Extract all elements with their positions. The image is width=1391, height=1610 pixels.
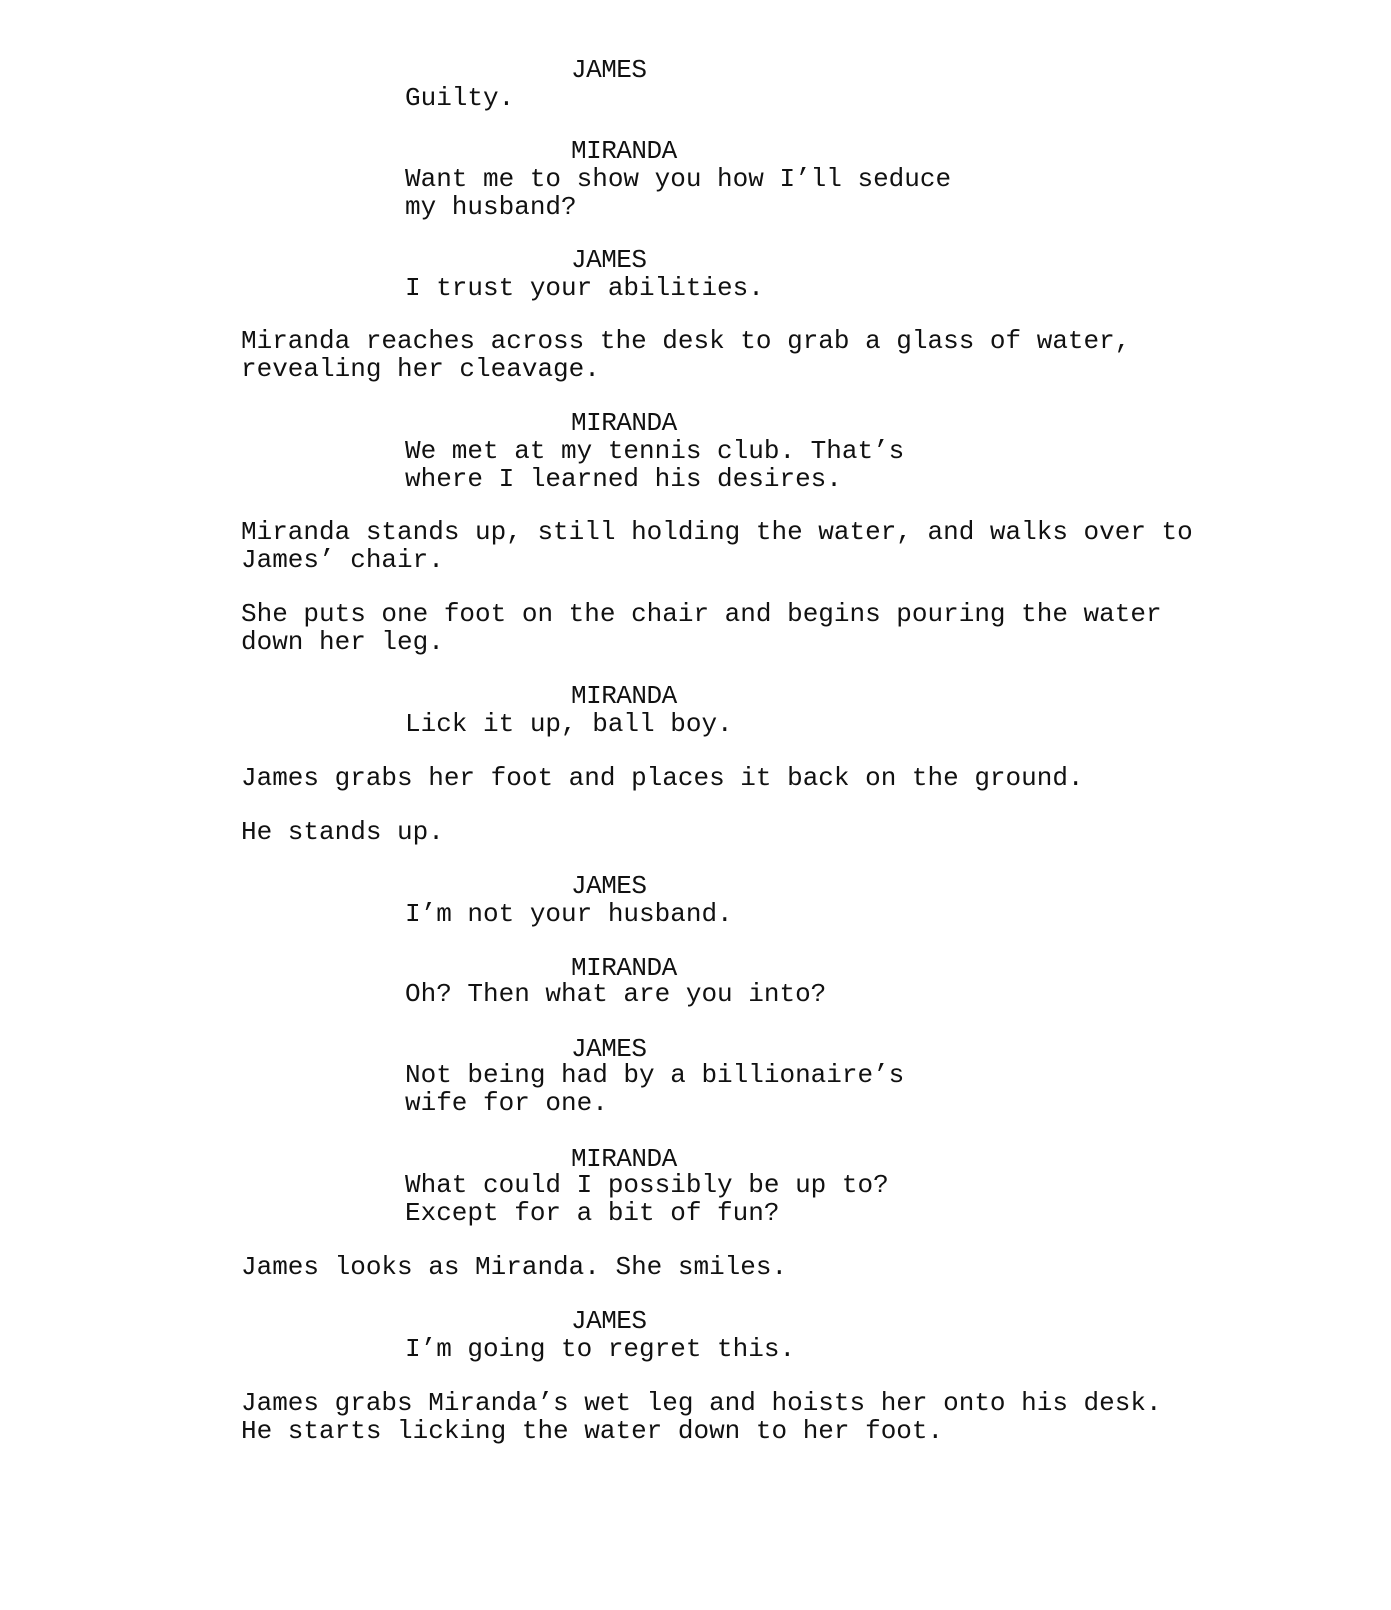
character-cue: JAMES	[571, 1034, 647, 1064]
character-cue: MIRANDA	[571, 408, 677, 438]
character-cue: JAMES	[571, 871, 647, 901]
action-line: She puts one foot on the chair and begins pouring the water	[241, 599, 1162, 629]
dialogue-line: I trust your abilities.	[405, 273, 764, 303]
action-line: Miranda reaches across the desk to grab a glass of water,	[241, 326, 1131, 356]
character-cue: JAMES	[571, 245, 647, 275]
action-line: He stands up.	[241, 817, 444, 847]
character-cue: MIRANDA	[571, 953, 677, 983]
dialogue-line: where I learned his desires.	[405, 464, 842, 494]
dialogue-line: Lick it up, ball boy.	[405, 709, 733, 739]
character-cue: MIRANDA	[571, 1144, 677, 1174]
character-cue: JAMES	[571, 1306, 647, 1336]
dialogue-line: What could I possibly be up to?	[405, 1170, 889, 1200]
character-cue: MIRANDA	[571, 136, 677, 166]
action-line: James’ chair.	[241, 545, 444, 575]
action-line: James looks as Miranda. She smiles.	[241, 1252, 788, 1282]
action-line: James grabs her foot and places it back on the ground.	[241, 763, 1084, 793]
dialogue-line: wife for one.	[405, 1088, 608, 1118]
action-line: Miranda stands up, still holding the water, and walks over to	[241, 517, 1193, 547]
character-cue: MIRANDA	[571, 681, 677, 711]
dialogue-line: Except for a bit of fun?	[405, 1198, 780, 1228]
dialogue-line: Oh? Then what are you into?	[405, 979, 827, 1009]
dialogue-line: Guilty.	[405, 83, 515, 113]
dialogue-line: I’m going to regret this.	[405, 1334, 796, 1364]
dialogue-line: Not being had by a billionaire’s	[405, 1060, 905, 1090]
dialogue-line: my husband?	[405, 192, 577, 222]
action-line: down her leg.	[241, 627, 444, 657]
action-line: revealing her cleavage.	[241, 354, 600, 384]
action-line: He starts licking the water down to her foot.	[241, 1416, 944, 1446]
character-cue: JAMES	[571, 55, 647, 85]
dialogue-line: Want me to show you how I’ll seduce	[405, 164, 952, 194]
action-line: James grabs Miranda’s wet leg and hoists her onto his desk.	[241, 1388, 1162, 1418]
dialogue-line: I’m not your husband.	[405, 899, 733, 929]
dialogue-line: We met at my tennis club. That’s	[405, 436, 905, 466]
